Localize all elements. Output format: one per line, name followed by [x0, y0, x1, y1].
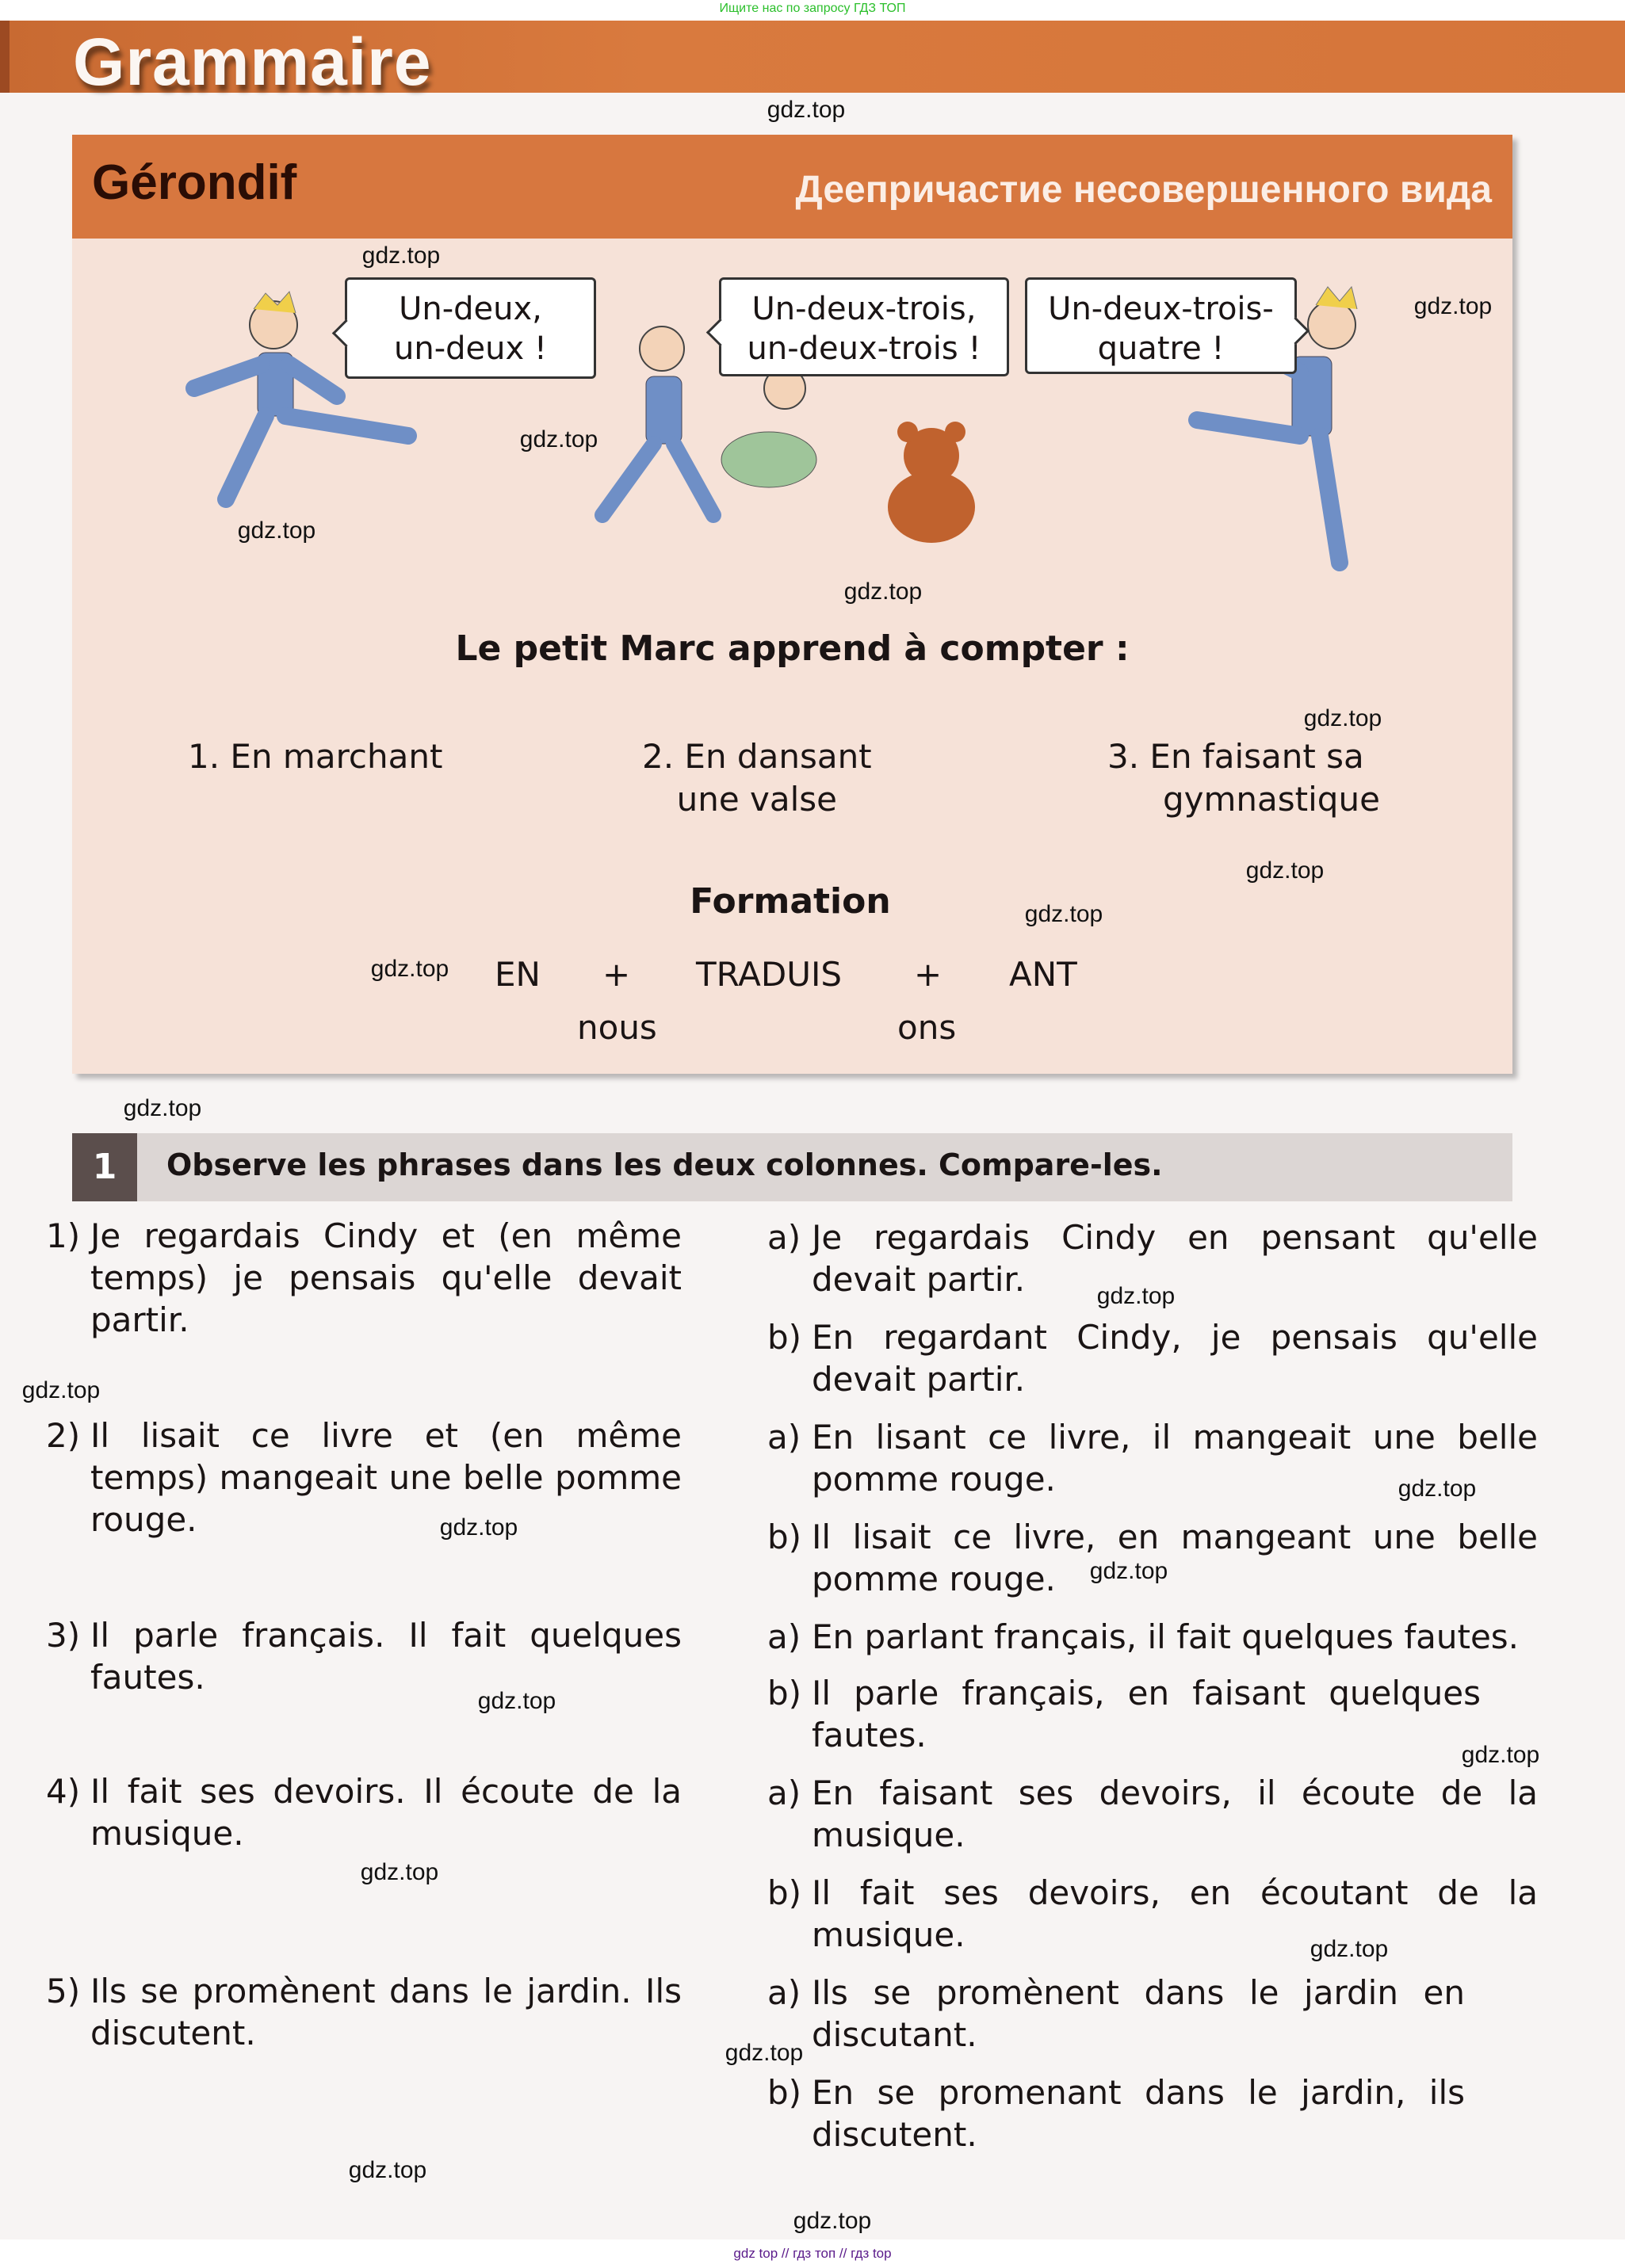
item-number: 2)	[46, 1416, 81, 1455]
formation-title: Formation	[690, 881, 891, 922]
right-sentence	[767, 1672, 1481, 1756]
item-text: Il fait ses devoirs. Il écoute de la musique.	[90, 1772, 682, 1853]
example-2	[642, 735, 872, 821]
formula-ending: ANT	[1009, 955, 1077, 994]
item-number: 3)	[46, 1616, 81, 1655]
bubble-line: un-deux-trois !	[747, 330, 981, 367]
speech-bubble	[719, 277, 1009, 376]
item-text: Il parle français. Il fait quelques fautes.	[90, 1616, 682, 1697]
item-text: En lisant ce livre, il mangeait une belle pomme rouge.	[812, 1418, 1538, 1499]
watermark: gdz.top	[1310, 1936, 1389, 1962]
formula-under-ending: ons	[897, 1008, 957, 1047]
item-text: En parlant français, il fait quelques fautes.	[812, 1617, 1520, 1656]
item-letter: b)	[767, 1674, 802, 1712]
watermark: gdz.top	[439, 1514, 518, 1541]
right-sentence	[767, 1316, 1538, 1400]
item-text: Je regardais Cindy et (en même temps) je pensais qu'elle devait partir.	[90, 1216, 682, 1339]
grammar-title: Gérondif	[92, 155, 297, 210]
item-letter: a)	[767, 1774, 801, 1812]
speech-bubble	[1025, 277, 1297, 374]
formula-plus: +	[602, 955, 631, 994]
watermark: gdz.top	[1245, 857, 1325, 884]
example-line: 1. En marchant	[188, 737, 443, 776]
item-letter: a)	[767, 1418, 801, 1457]
formula-under-stem: nous	[577, 1008, 657, 1047]
item-number: 4)	[46, 1772, 81, 1811]
watermark: gdz.top	[1398, 1476, 1477, 1502]
left-sentence	[46, 1970, 682, 2054]
bubble-line: Un-deux,	[399, 291, 542, 327]
watermark: gdz.top	[519, 426, 598, 452]
watermark: gdz.top	[348, 2157, 427, 2183]
right-sentence	[767, 2071, 1465, 2155]
item-text: Il fait ses devoirs, en écoutant de la musique.	[812, 1873, 1538, 1954]
item-letter: b)	[767, 2073, 802, 2112]
formula-en: EN	[495, 955, 541, 994]
watermark: gdz.top	[1461, 1742, 1540, 1768]
example-line: 2. En dansant	[642, 737, 872, 776]
watermark: gdz.top	[1303, 705, 1382, 731]
watermark: gdz.top	[725, 2040, 804, 2066]
watermark: gdz.top	[1413, 293, 1493, 319]
item-number: 1)	[46, 1216, 81, 1255]
right-sentence	[767, 1616, 1538, 1658]
footer: gdz top // гдз топ // гдз top	[0, 2239, 1625, 2268]
left-sentence	[46, 1215, 682, 1341]
top-note: Ищите нас по запросу ГДЗ ТОП	[719, 2, 906, 15]
watermark: gdz.top	[370, 956, 449, 982]
example-line: une valse	[676, 780, 838, 819]
example-line: gymnastique	[1163, 780, 1380, 819]
left-sentence	[46, 1415, 682, 1541]
item-text: Ils se promènent dans le jardin. Ils discutent.	[90, 1972, 682, 2052]
item-text: En regardant Cindy, je pensais qu'elle devait partir.	[812, 1318, 1538, 1399]
exercise-number: 1	[72, 1133, 137, 1201]
watermark: gdz.top	[237, 517, 316, 544]
left-sentence	[46, 1770, 682, 1854]
item-letter: b)	[767, 1318, 802, 1357]
watermark: gdz.top	[123, 1095, 202, 1121]
bubble-line: Un-deux-trois-	[1048, 291, 1274, 327]
formula-plus: +	[914, 955, 942, 994]
item-text: Je regardais Cindy en pensant qu'elle devait partir.	[812, 1218, 1538, 1299]
right-sentence	[767, 1772, 1538, 1856]
watermark: gdz.top	[767, 97, 846, 123]
example-3	[1107, 735, 1380, 821]
band-edge	[0, 21, 10, 93]
watermark: gdz.top	[1024, 901, 1103, 927]
watermark: gdz.top	[360, 1859, 439, 1885]
watermark: gdz.top	[1096, 1283, 1176, 1309]
example-1	[188, 735, 442, 778]
watermark: gdz.top	[1089, 1558, 1168, 1584]
right-sentence	[767, 1972, 1465, 2056]
item-text: Il lisait ce livre, en mangeant une belle pomme rouge.	[812, 1518, 1538, 1598]
watermark: gdz.top	[477, 1688, 556, 1714]
watermark: gdz.top	[361, 242, 441, 269]
bubble-line: Un-deux-trois,	[751, 291, 977, 327]
exercise-instruction: Observe les phrases dans les deux colonnes. Compare-les.	[166, 1147, 1163, 1182]
item-letter: b)	[767, 1518, 802, 1556]
speech-bubble	[345, 277, 596, 379]
watermark: gdz.top	[793, 2208, 872, 2234]
example-line: 3. En faisant sa	[1107, 737, 1364, 776]
right-sentence	[767, 1872, 1538, 1956]
grammar-box	[72, 135, 1512, 1074]
item-number: 5)	[46, 1972, 81, 2010]
item-letter: b)	[767, 1873, 802, 1912]
watermark: gdz.top	[843, 578, 923, 605]
item-text: Ils se promènent dans le jardin en discutant.	[812, 1973, 1465, 2054]
item-letter: a)	[767, 1973, 801, 2012]
item-text: Il parle français, en faisant quelques fautes.	[812, 1674, 1481, 1754]
teddy-bear-illustration	[860, 420, 1003, 547]
caption: Le petit Marc apprend à compter :	[455, 628, 1130, 669]
bubble-line: quatre !	[1097, 330, 1225, 367]
item-text: En se promenant dans le jardin, ils discutent.	[812, 2073, 1465, 2154]
bubble-line: un-deux !	[394, 330, 547, 367]
item-letter: a)	[767, 1218, 801, 1257]
item-letter: a)	[767, 1617, 801, 1656]
item-text: Il lisait ce livre et (en même temps) mangeait une belle pomme rouge.	[90, 1416, 682, 1539]
left-sentence	[46, 1614, 682, 1698]
watermark: gdz.top	[21, 1377, 101, 1403]
formula-stem: TRADUIS	[696, 955, 842, 994]
section-title: Grammaire	[73, 25, 432, 99]
grammar-title-ru: Деепричастие несовершенного вида	[795, 169, 1492, 211]
item-text: En faisant ses devoirs, il écoute de la musique.	[812, 1774, 1538, 1854]
